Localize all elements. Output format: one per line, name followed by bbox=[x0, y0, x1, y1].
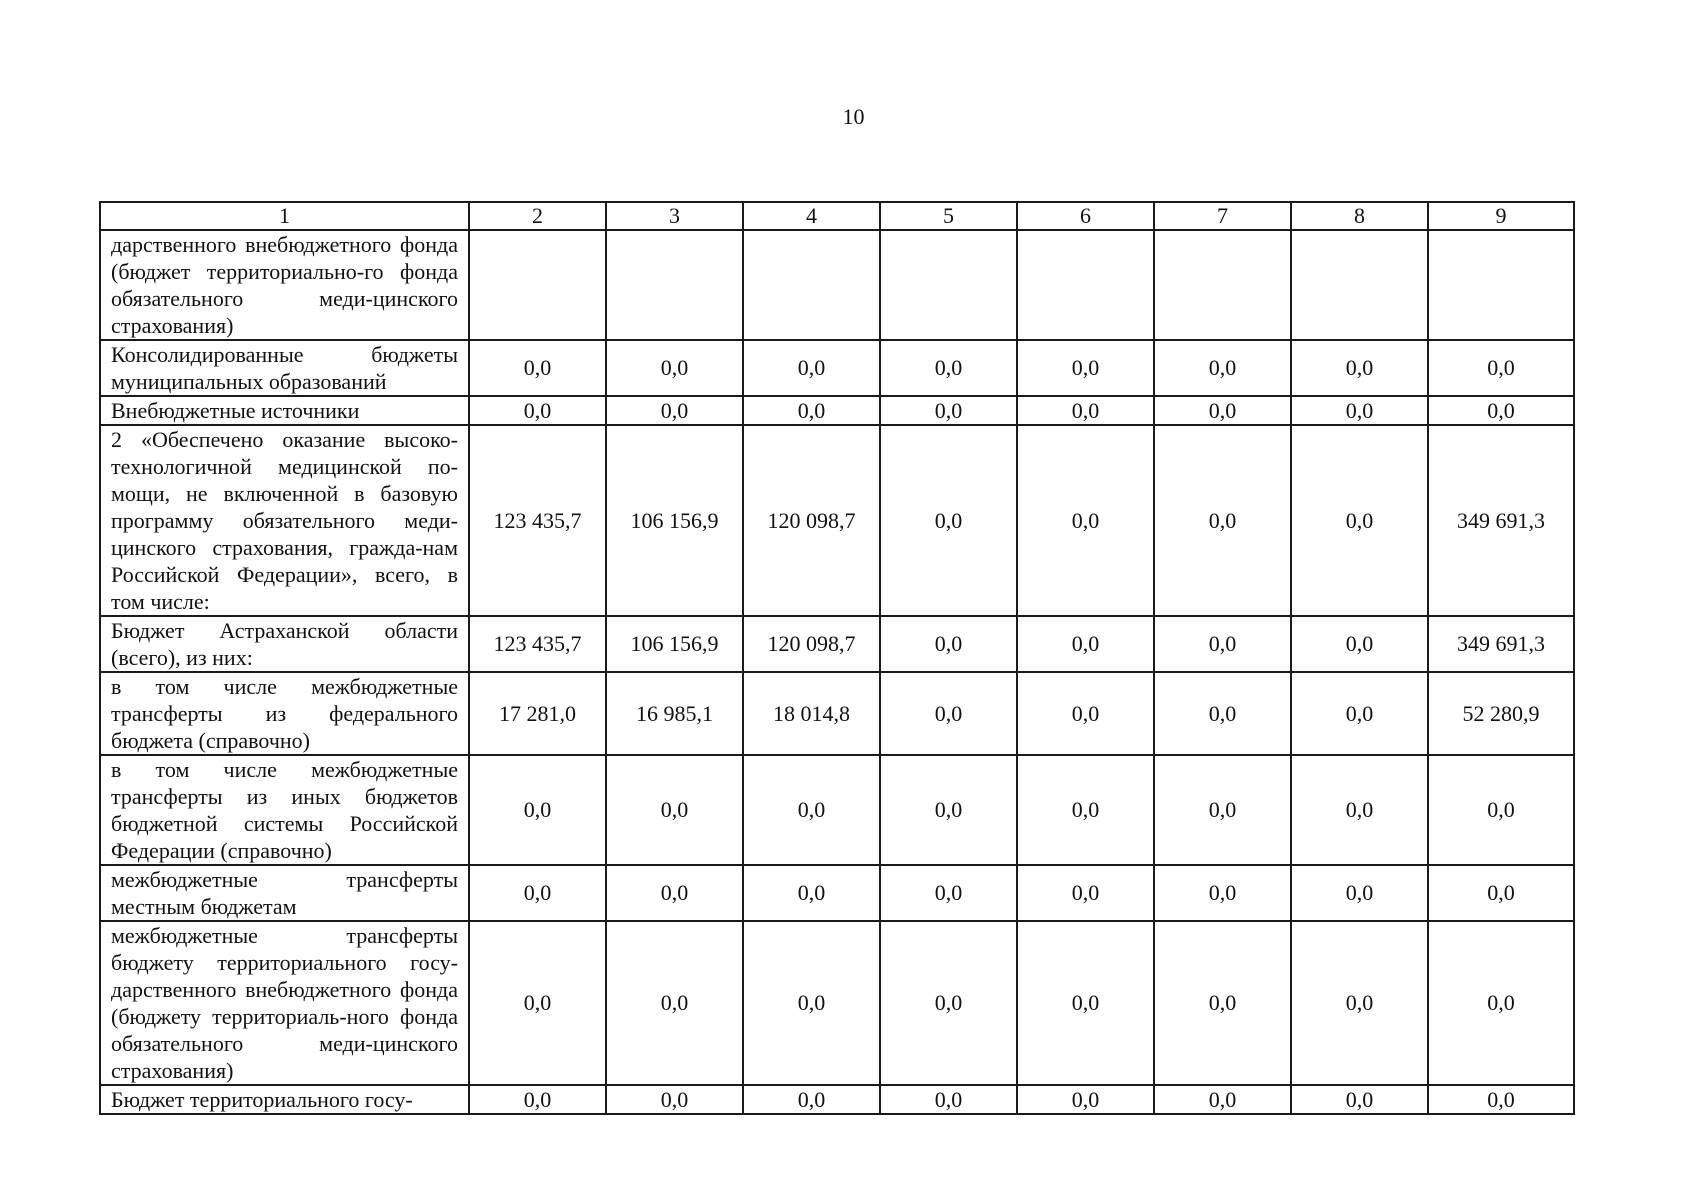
row-label: Бюджет территориального госу- bbox=[100, 1085, 469, 1114]
value-cell: 17 281,0 bbox=[469, 672, 606, 755]
value-cell: 0,0 bbox=[606, 1085, 743, 1114]
value-cell: 0,0 bbox=[606, 921, 743, 1085]
column-header: 3 bbox=[606, 202, 743, 230]
value-cell: 0,0 bbox=[880, 865, 1017, 921]
row-label: межбюджетные трансферты бюджету территориального госу-дарственного внебюджетного фонда (бюджету территориаль-ного фонда обязательного меди-цинского страхования) bbox=[100, 921, 469, 1085]
value-cell: 0,0 bbox=[1291, 865, 1428, 921]
column-header: 8 bbox=[1291, 202, 1428, 230]
value-cell: 0,0 bbox=[606, 865, 743, 921]
budget-table bbox=[99, 201, 1575, 1115]
value-cell: 0,0 bbox=[880, 425, 1017, 616]
table-row bbox=[100, 865, 1574, 921]
value-cell: 0,0 bbox=[1291, 1085, 1428, 1114]
value-cell: 0,0 bbox=[743, 340, 880, 396]
table-row bbox=[100, 230, 1574, 340]
row-label: Консолидированные бюджеты муниципальных образований bbox=[100, 340, 469, 396]
table-row bbox=[100, 425, 1574, 616]
value-cell: 0,0 bbox=[469, 921, 606, 1085]
value-cell: 0,0 bbox=[1154, 672, 1291, 755]
value-cell: 0,0 bbox=[1017, 755, 1154, 865]
value-cell: 0,0 bbox=[1017, 425, 1154, 616]
value-cell: 52 280,9 bbox=[1428, 672, 1574, 755]
page-number: 10 bbox=[842, 104, 865, 129]
value-cell: 0,0 bbox=[743, 396, 880, 425]
value-cell: 0,0 bbox=[606, 340, 743, 396]
value-cell: 0,0 bbox=[880, 672, 1017, 755]
value-cell bbox=[469, 230, 606, 340]
value-cell: 0,0 bbox=[743, 921, 880, 1085]
value-cell bbox=[1428, 230, 1574, 340]
value-cell: 0,0 bbox=[469, 340, 606, 396]
value-cell: 106 156,9 bbox=[606, 616, 743, 672]
value-cell bbox=[1017, 230, 1154, 340]
value-cell: 0,0 bbox=[1428, 340, 1574, 396]
table-body bbox=[100, 230, 1574, 1114]
value-cell: 0,0 bbox=[1428, 1085, 1574, 1114]
value-cell: 0,0 bbox=[1291, 672, 1428, 755]
value-cell: 106 156,9 bbox=[606, 425, 743, 616]
value-cell: 0,0 bbox=[1428, 865, 1574, 921]
value-cell: 0,0 bbox=[1291, 396, 1428, 425]
column-number-row bbox=[100, 202, 1574, 230]
column-header: 4 bbox=[743, 202, 880, 230]
row-label: межбюджетные трансферты местным бюджетам bbox=[100, 865, 469, 921]
table-row bbox=[100, 921, 1574, 1085]
value-cell: 0,0 bbox=[1154, 425, 1291, 616]
value-cell: 0,0 bbox=[880, 755, 1017, 865]
value-cell: 0,0 bbox=[880, 340, 1017, 396]
value-cell: 349 691,3 bbox=[1428, 616, 1574, 672]
value-cell: 0,0 bbox=[743, 1085, 880, 1114]
row-label: Внебюджетные источники bbox=[100, 396, 469, 425]
value-cell: 0,0 bbox=[1017, 865, 1154, 921]
value-cell: 0,0 bbox=[1017, 921, 1154, 1085]
value-cell: 0,0 bbox=[1291, 755, 1428, 865]
row-label: в том числе межбюджетные трансферты из федерального бюджета (справочно) bbox=[100, 672, 469, 755]
value-cell: 0,0 bbox=[1017, 340, 1154, 396]
value-cell: 0,0 bbox=[880, 921, 1017, 1085]
value-cell: 0,0 bbox=[880, 1085, 1017, 1114]
column-header: 1 bbox=[100, 202, 469, 230]
value-cell: 0,0 bbox=[1428, 396, 1574, 425]
value-cell bbox=[743, 230, 880, 340]
table-row bbox=[100, 340, 1574, 396]
value-cell: 0,0 bbox=[1017, 672, 1154, 755]
value-cell: 0,0 bbox=[1154, 755, 1291, 865]
value-cell: 16 985,1 bbox=[606, 672, 743, 755]
value-cell: 123 435,7 bbox=[469, 425, 606, 616]
value-cell: 0,0 bbox=[1154, 616, 1291, 672]
value-cell: 0,0 bbox=[1017, 1085, 1154, 1114]
value-cell: 0,0 bbox=[1291, 616, 1428, 672]
column-header: 9 bbox=[1428, 202, 1574, 230]
row-label: в том числе межбюджетные трансферты из иных бюджетов бюджетной системы Российской Федерации (справочно) bbox=[100, 755, 469, 865]
value-cell: 0,0 bbox=[1154, 921, 1291, 1085]
value-cell: 0,0 bbox=[469, 865, 606, 921]
value-cell: 0,0 bbox=[1291, 340, 1428, 396]
row-label: Бюджет Астраханской области (всего), из них: bbox=[100, 616, 469, 672]
value-cell: 0,0 bbox=[1154, 865, 1291, 921]
value-cell bbox=[606, 230, 743, 340]
table-row bbox=[100, 672, 1574, 755]
value-cell: 0,0 bbox=[469, 755, 606, 865]
value-cell: 0,0 bbox=[1291, 425, 1428, 616]
value-cell: 349 691,3 bbox=[1428, 425, 1574, 616]
value-cell: 0,0 bbox=[469, 1085, 606, 1114]
value-cell: 0,0 bbox=[1017, 616, 1154, 672]
value-cell: 123 435,7 bbox=[469, 616, 606, 672]
value-cell: 0,0 bbox=[1017, 396, 1154, 425]
value-cell: 0,0 bbox=[1154, 1085, 1291, 1114]
value-cell: 120 098,7 bbox=[743, 425, 880, 616]
table-row bbox=[100, 1085, 1574, 1114]
value-cell: 120 098,7 bbox=[743, 616, 880, 672]
value-cell: 0,0 bbox=[880, 616, 1017, 672]
column-header: 6 bbox=[1017, 202, 1154, 230]
value-cell bbox=[880, 230, 1017, 340]
value-cell: 0,0 bbox=[743, 865, 880, 921]
value-cell: 0,0 bbox=[606, 755, 743, 865]
table-row bbox=[100, 755, 1574, 865]
table-row bbox=[100, 396, 1574, 425]
value-cell: 0,0 bbox=[743, 755, 880, 865]
value-cell: 0,0 bbox=[469, 396, 606, 425]
value-cell: 18 014,8 bbox=[743, 672, 880, 755]
row-label: 2 «Обеспечено оказание высоко-технологичной медицинской по-мощи, не включенной в базовую программу обязательного меди-цинского страхования, гражда-нам Российской Федерации», всего, в том числе: bbox=[100, 425, 469, 616]
value-cell: 0,0 bbox=[1291, 921, 1428, 1085]
value-cell: 0,0 bbox=[1154, 340, 1291, 396]
value-cell: 0,0 bbox=[1154, 396, 1291, 425]
row-label: дарственного внебюджетного фонда (бюджет территориально-го фонда обязательного меди-цинского страхования) bbox=[100, 230, 469, 340]
value-cell: 0,0 bbox=[1428, 921, 1574, 1085]
value-cell bbox=[1291, 230, 1428, 340]
value-cell: 0,0 bbox=[880, 396, 1017, 425]
column-header: 5 bbox=[880, 202, 1017, 230]
column-header: 7 bbox=[1154, 202, 1291, 230]
column-header: 2 bbox=[469, 202, 606, 230]
value-cell: 0,0 bbox=[606, 396, 743, 425]
value-cell: 0,0 bbox=[1428, 755, 1574, 865]
table-row bbox=[100, 616, 1574, 672]
value-cell bbox=[1154, 230, 1291, 340]
